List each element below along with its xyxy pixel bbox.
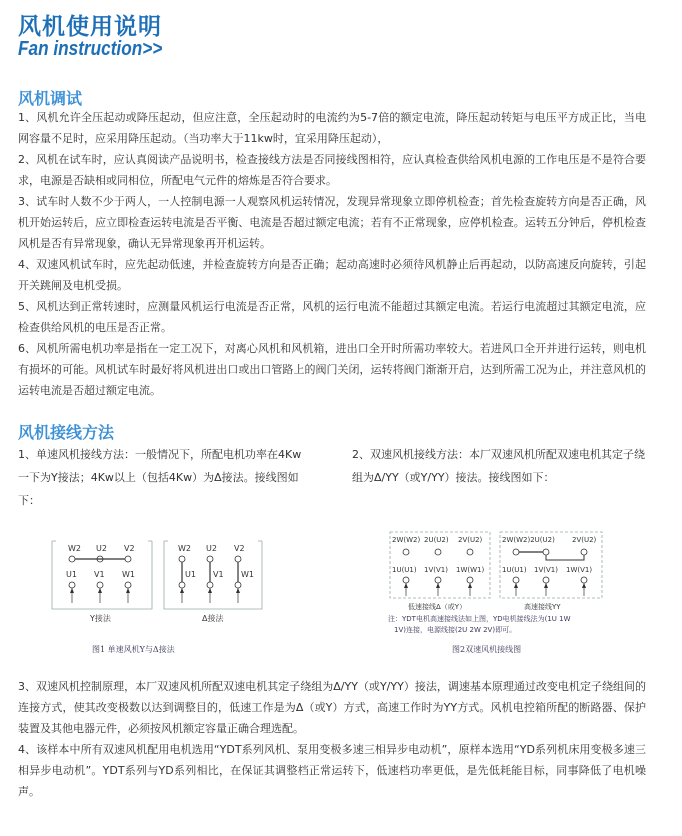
fig2-right-top: 2W(W2)2U(U2): [502, 536, 555, 544]
fig1-y-label: Y接法: [90, 614, 111, 623]
debug-paragraphs: [18, 107, 646, 401]
two-speed-text: 2、双速风机接线方法：本厂双速风机所配双速电机其定子绕组为Δ/YY（或Y/YY）接法。接线图如下：: [352, 448, 645, 484]
fig1-box1-top-1: W2: [68, 544, 81, 553]
debug-item-2: 2、风机在试车时，应认真阅读产品说明书，检查接线方法是否同接线图相符，应认真检查供给风机电源的工作电压是不是符合要求，电源是否缺相或同相位，所配电气元件的熔炼是否符合要求。: [18, 153, 646, 187]
fig1-box1-top-3: V2: [124, 544, 135, 553]
figure-single-speed: [42, 537, 272, 627]
fig1-box2-top-1: W2: [178, 544, 191, 553]
debug-item-5: 5、风机达到正常转速时，应测量风机运行电流是否正常，风机的运行电流不能超过其额定电流。若运行电流超过其额定电流，应检查供给风机的电压是否正常。: [18, 300, 646, 334]
fig2-right-bot-3: 1W(V1): [566, 566, 593, 574]
fig2-left-top-1: 2W(W2): [392, 536, 421, 544]
control-item-4: 4、该样本中所有双速风机配用电机选用“YDT系列风机、泵用变极多速三相异步电动机”，原样本选用“YD系列机床用变极多速三相异步电动机”。YDT系列与YD系列相比，在保证其调整档正常运转下，低速档功率更低，是先低耗能目标，同事降低了电机噪声。: [18, 743, 646, 798]
fig2-caption: 图2双速风机接线图: [452, 645, 522, 654]
section-heading-wiring: 风机接线方法: [18, 423, 115, 442]
fig1-box2-top-2: U2: [206, 544, 217, 553]
debug-item-3: 3、试车时人数不少于两人，一人控制电源一人观察风机运转情况，发现异常现象立即停机检查；首先检查旋转方向是否正确，风机开始运转后，应立即检查运转电流是否平衡、电流是否超过额定电流；若有不正常现象，应停机检查。运转五分钟后，停机检查风机是否有异常现象，确认无异常现象再开机运转。: [18, 195, 646, 250]
title-en: Fan instruction>>: [18, 38, 163, 60]
control-paragraphs: [18, 676, 646, 802]
fig2-high-label: 高速接线YY: [524, 603, 561, 611]
figure-two-speed: [386, 530, 606, 612]
fig1-box1-bot-2: V1: [94, 570, 105, 579]
fig1-box2-bot-3: W1: [241, 570, 254, 579]
fig2-right-bot-1: 1U(U1): [502, 566, 527, 574]
section-heading-debug: 风机调试: [18, 89, 83, 108]
fig2-left-bot-1: 1U(U1): [392, 566, 417, 574]
fig2-left-top-2: 2U(U2): [424, 536, 449, 544]
debug-item-4: 4、双速风机试车时，应先起动低速，并检查旋转方向是否正确；起动高速时必须待风机静止后再起动，以防高速反向旋转，引起开关跳闸及电机受损。: [18, 258, 646, 292]
fig2-left-bot-3: 1W(W1): [456, 566, 485, 574]
fig1-box1-top-2: U2: [96, 544, 107, 553]
debug-item-6: 6、风机所需电机功率是指在一定工况下，对离心风机和风机箱，进出口全开时所需功率较大。若进风口全开并进行运转，则电机有损坏的可能。风机试车时最好将风机进出口或出口管路上的阀门关闭，运转将阀门渐渐开启，达到所需工况为止，并注意风机的运转电流是否超过额定电流。: [18, 342, 646, 397]
fig1-caption: 图1 单速风机Y与Δ接法: [92, 645, 175, 654]
fig1-box2-bot-2: V1: [213, 570, 224, 579]
single-speed-text: 1、单速风机接线方法：一般情况下，所配电机功率在4Kw一下为Y接法；4Kw以上（包括4Kw）为Δ接法。接线图如下：: [18, 448, 302, 507]
control-item-3: 3、双速风机控制原理，本厂双速风机所配双速电机其定子绕组为Δ/YY（或Y/YY）接法，调速基本原理通过改变电机定子绕组间的连接方式，使其改变极数以达到调整目的，低速工作是为Δ（或Y）方式，高速工作时为YY方式。风机电控箱所配的断路器、保护装置及其他电器元件，必须按风机额定容量正确合理选配。: [18, 680, 646, 735]
debug-item-1: 1、风机允许全压起动或降压起动，但应注意，全压起动时的电流约为5-7倍的额定电流，降压起动转矩与电压平方成正比，当电网容量不足时，应采用降压起动。（当功率大于11kw时，宜采用降压起动），: [18, 111, 646, 145]
fig2-right-top-end: 2V(U2): [572, 536, 597, 544]
fig2-low-label: 低速接线Δ（或Y）: [408, 603, 467, 611]
fig2-left-bot-2: 1V(V1): [424, 566, 448, 574]
fig1-box1-bot-3: W1: [122, 570, 135, 579]
fig2-note-1: 注：YDT电机高速接线法如上图，YD电机接线法为(1U 1W: [388, 615, 571, 623]
fig1-box2-top-3: V2: [234, 544, 245, 553]
wiring-diagram-single: [42, 537, 272, 627]
fig2-right-bot-2: 1V(V1): [534, 566, 558, 574]
wiring-diagram-double: [386, 530, 606, 612]
fig2-left-top-3: 2V(U2): [458, 536, 483, 544]
fig1-box2-bot-1: U1: [185, 570, 196, 579]
title-cn: 风机使用说明: [18, 14, 162, 40]
fig1-delta-label: Δ接法: [202, 614, 224, 623]
fig2-note-2: 1V)连接，电源线接(2U 2W 2V)即可。: [394, 626, 517, 634]
fig1-box1-bot-1: U1: [66, 570, 77, 579]
